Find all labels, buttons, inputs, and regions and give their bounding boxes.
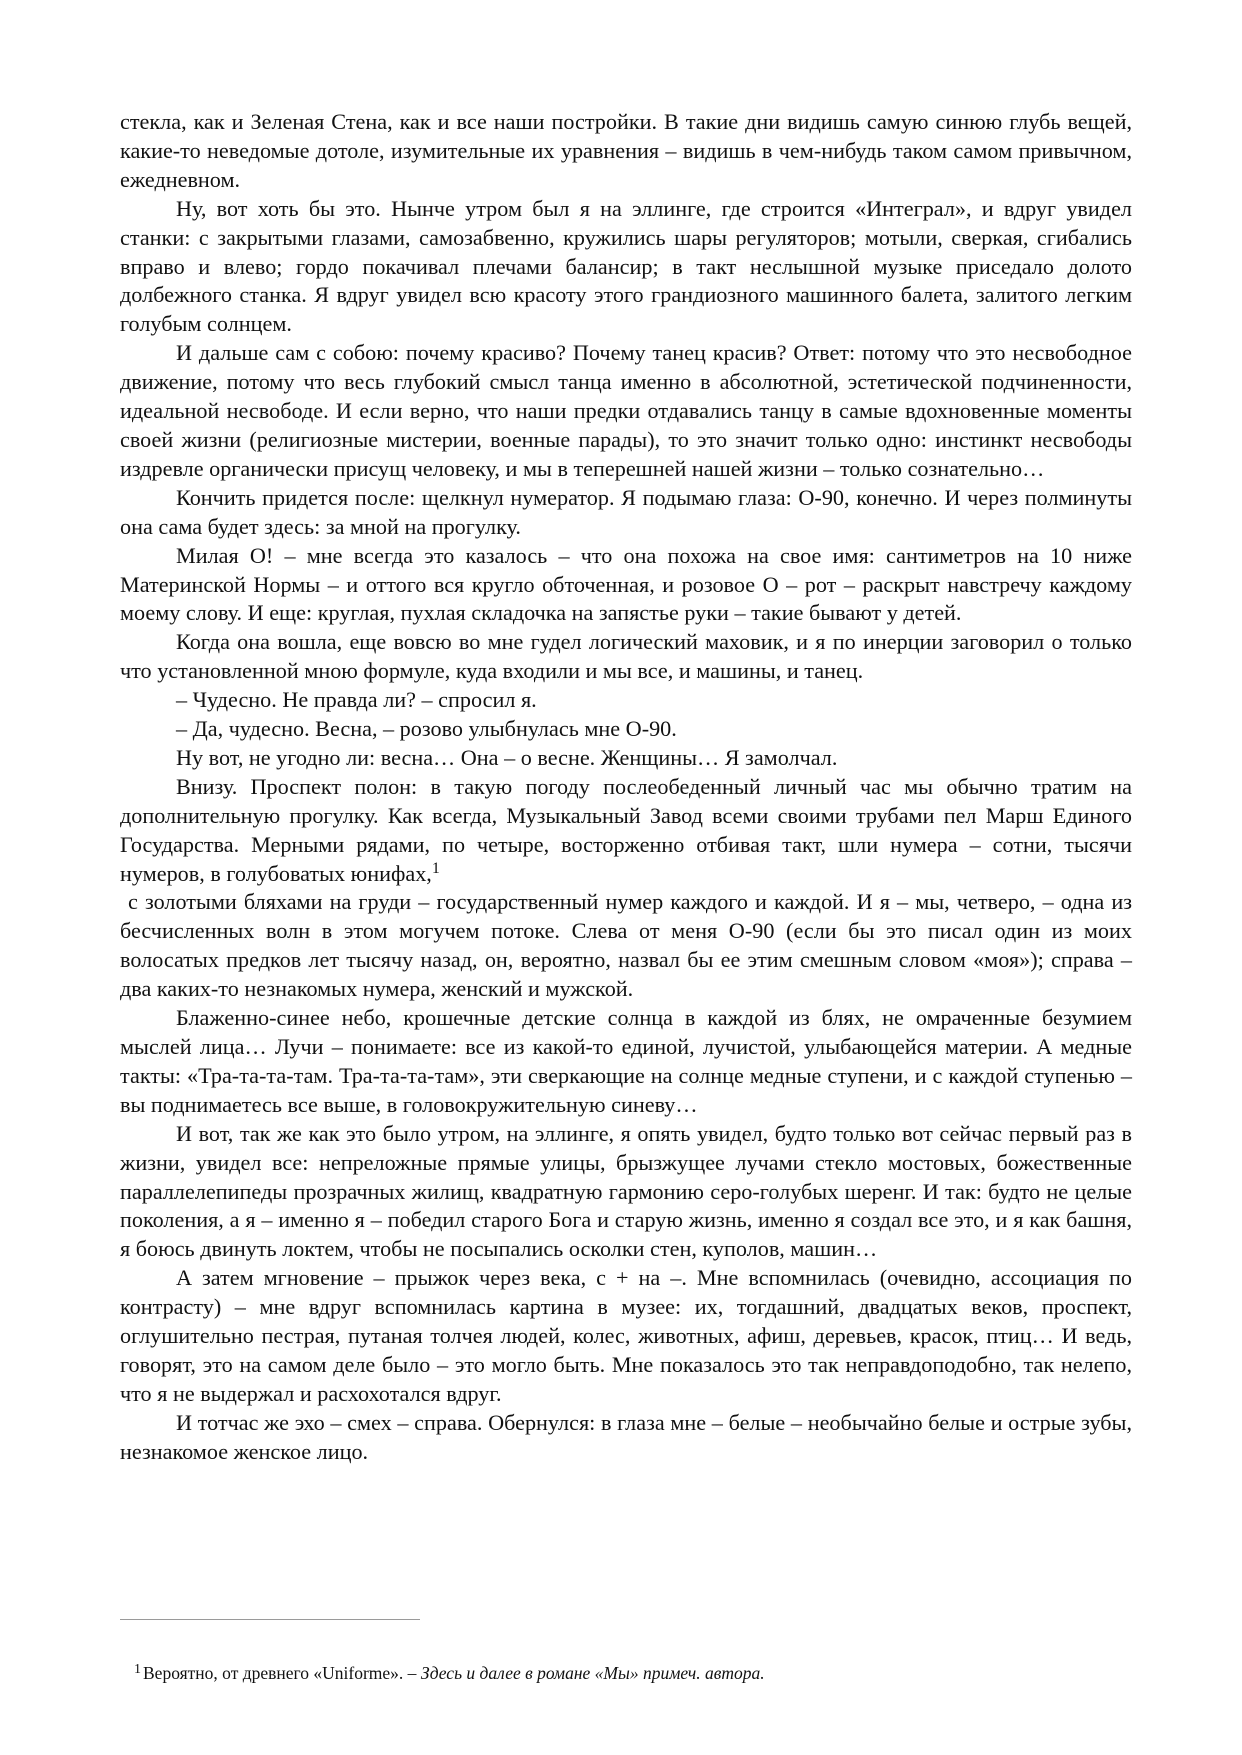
paragraph: – Да, чудесно. Весна, – розово улыбнулась мне О-90.: [176, 716, 677, 742]
paragraph: И тотчас же эхо – смех – справа. Обернулся: в глаза мне – белые – необычайно белые и острые зубы, незнакомое женское лицо.: [120, 1409, 1132, 1464]
paragraph: Ну, вот хоть бы это. Нынче утром был я на эллинге, где строится «Интеграл», и вдруг увидел станки: с закрытыми глазами, самозабвенно, кружились шары регуляторов; мотыли, сверкая, сгибались вправо и влево; гордо покачивал плечами балансир; в такт неслышной музыке приседало долото долбежного станка. Я вдруг увидел всю красоту этого грандиозного машинного балета, залитого легким голубым солнцем.: [120, 195, 1132, 337]
paragraph: И дальше сам с собою: почему красиво? Почему танец красив? Ответ: потому что это несвободное движение, потому что весь глубокий смысл танца именно в абсолютной, эстетической подчиненности, идеальной несвободе. И если верно, что наши предки отдавались танцу в самые вдохновенные моменты своей жизни (религиозные мистерии, военные парады), то это значит только одно: инстинкт несвободы издревле органически присущ человеку, и мы в теперешней нашей жизни – только сознательно…: [120, 340, 1132, 481]
paragraph: А затем мгновение – прыжок через века, с + на –. Мне вспомнилась (очевидно, ассоциация по контрасту) – мне вдруг вспомнилась картина в музее: их, тогдашний, двадцатых веков, проспект, оглушительно пестрая, путаная толчея людей, колес, животных, афиш, деревьев, красок, птиц… И ведь, говорят, это на самом деле было – это могло быть. Мне показалось это так неправдоподобно, так нелепо, что я не выдержал и расхохотался вдруг.: [120, 1265, 1132, 1406]
footnote: [134, 1662, 1134, 1684]
paragraph: Когда она вошла, еще вовсю во мне гудел логический маховик, и я по инерции заговорил о только что установленной мною формуле, куда входили и мы все, и машины, и танец.: [120, 629, 1132, 684]
paragraph: Ну вот, не угодно ли: весна… Она – о весне. Женщины… Я замолчал.: [176, 744, 838, 770]
footnote-divider: [120, 1619, 420, 1620]
footnote-text: Вероятно, от древнего «Uniforme». –: [143, 1663, 421, 1683]
paragraph: Милая О! – мне всегда это казалось – что она похожа на свое имя: сантиметров на 10 ниже Материнской Нормы – и оттого вся кругло обточенная, и розовое О – рот – раскрыт навстречу каждому моему слову. И еще: круглая, пухлая складочка на запястье руки – такие бывают у детей.: [120, 542, 1132, 626]
footnote-italic-text: Здесь и далее в романе «Мы» примеч. автора.: [420, 1663, 765, 1683]
paragraph-text: Внизу. Проспект полон: в такую погоду послеобеденный личный час мы обычно тратим на дополнительную прогулку. Как всегда, Музыкальный Завод всеми своими трубами пел Марш Единого Государства. Мерными рядами, по четыре, восторженно отбивая такт, шли нумера – сотни, тысячи нумеров, в голубоватых юнифах,: [120, 773, 1132, 886]
paragraph: Блаженно-синее небо, крошечные детские солнца в каждой из блях, не омраченные безумием мыслей лица… Лучи – понимаете: все из какой-то единой, лучистой, улыбающейся материи. А медные такты: «Тра-та-та-там. Тра-та-та-там», эти сверкающие на солнце медные ступени, и с каждой ступенью – вы поднимаетесь все выше, в головокружительную синеву…: [120, 1005, 1132, 1117]
body-text: [120, 108, 1132, 1467]
footnote-reference[interactable]: 1: [431, 859, 440, 877]
paragraph-with-footnote: [120, 773, 1132, 889]
paragraph: И вот, так же как это было утром, на эллинге, я опять увидел, будто только вот сейчас первый раз в жизни, увидел все: непреложные прямые улицы, брызжущее лучами стекло мостовых, божественные параллелепипеды прозрачных жилищ, квадратную гармонию серо-голубых шеренг. И так: будто не целые поколения, а я – именно я – победил старого Бога и старую жизнь, именно я создал все это, и я как башня, я боюсь двинуть локтем, чтобы не посыпались осколки стен, куполов, машин…: [120, 1120, 1132, 1262]
paragraph: стекла, как и Зеленая Стена, как и все наши постройки. В такие дни видишь самую синюю глубь вещей, какие-то неведомые дотоле, изумительные их уравнения – видишь в чем-нибудь таком самом привычном, ежедневном.: [120, 109, 1132, 192]
paragraph: Кончить придется после: щелкнул нумератор. Я подымаю глаза: О-90, конечно. И через полминуты она сама будет здесь: за мной на прогулку.: [120, 484, 1132, 539]
paragraph: с золотыми бляхами на груди – государственный нумер каждого и каждой. И я – мы, четверо, – одна из бесчисленных волн в этом могучем потоке. Слева от меня О-90 (если бы это писал один из моих волосатых предков лет тысячу назад, он, вероятно, назвал бы ее этим смешным словом «моя»); справа – два каких-то незнакомых нумера, женский и мужской.: [120, 889, 1132, 1002]
footnote-number: 1: [134, 1662, 141, 1677]
paragraph: – Чудесно. Не правда ли? – спросил я.: [176, 687, 537, 713]
